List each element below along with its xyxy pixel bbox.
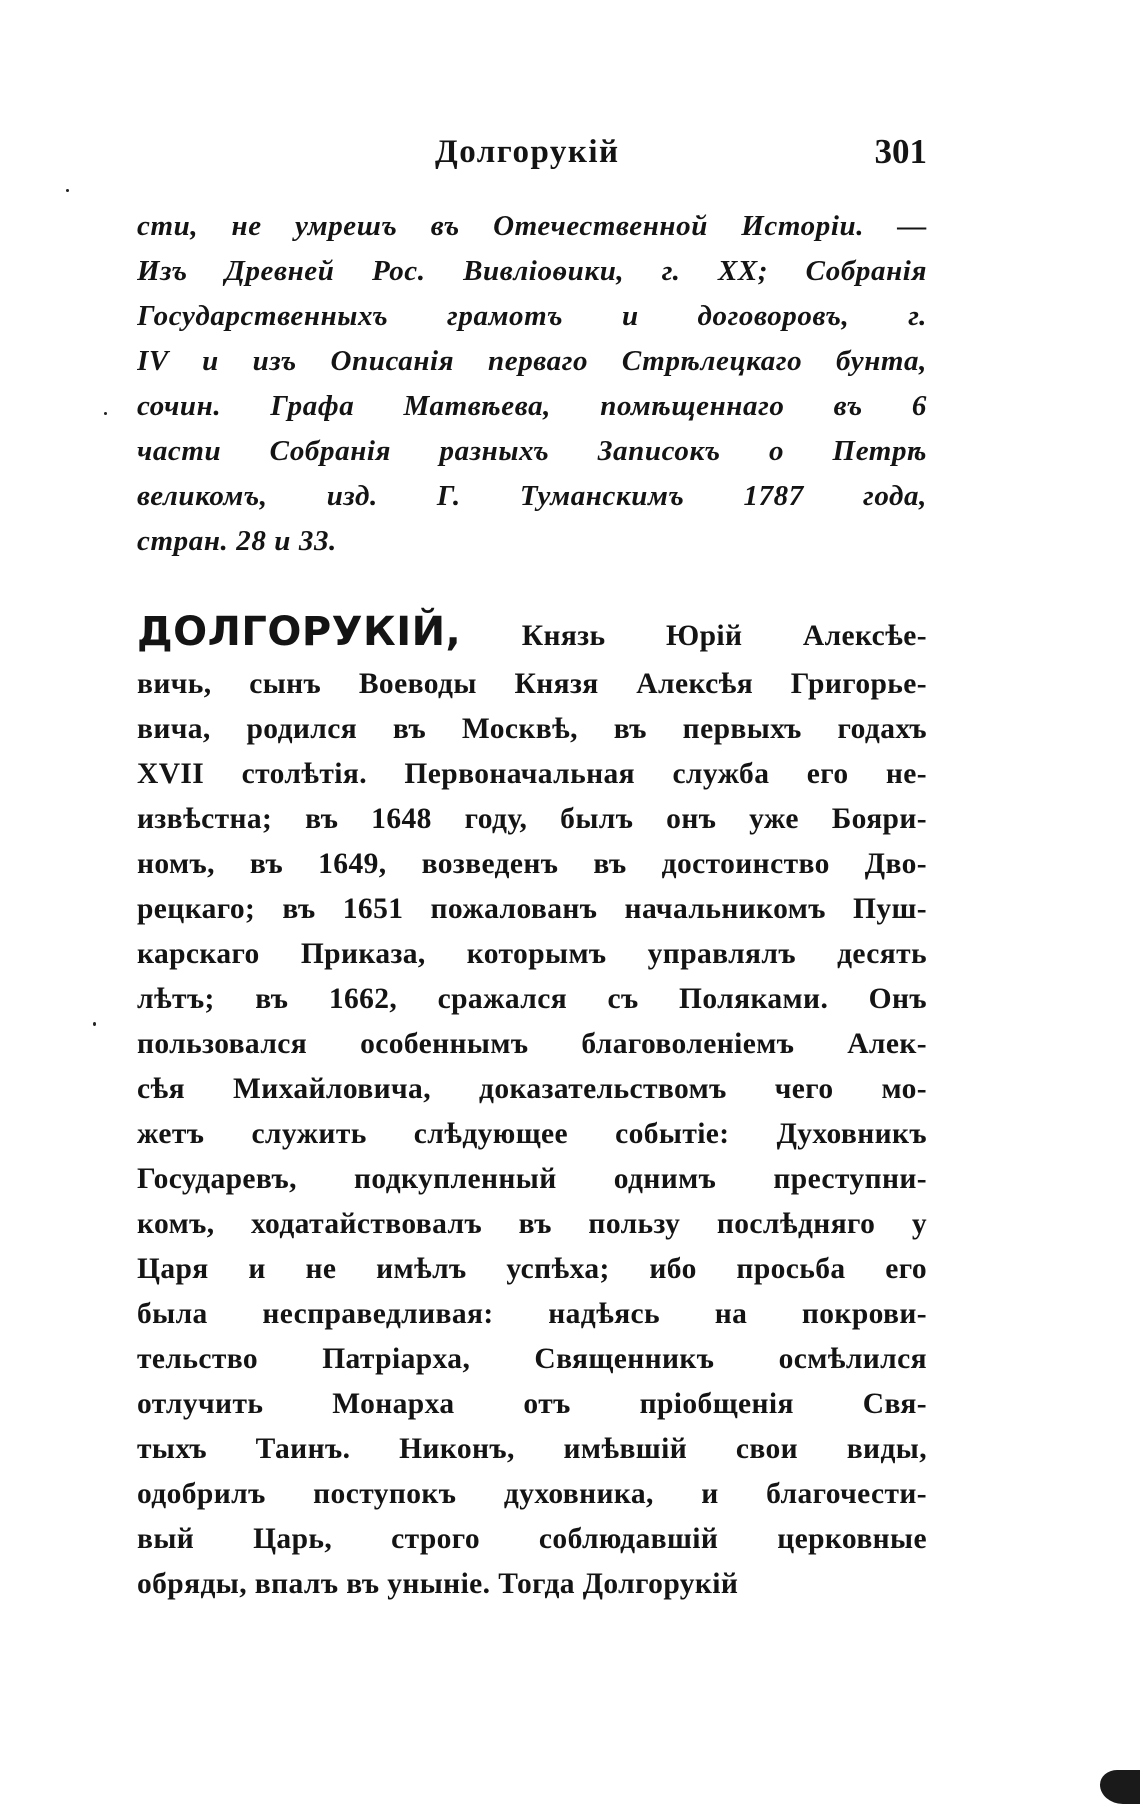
text-line: вичь, сынъ Воеводы Князя Алексѣя Григорье-: [137, 668, 927, 700]
text-line: тельство Патріарха, Священникъ осмѣлился: [137, 1343, 927, 1375]
text-line: Изъ Древней Рос. Вивліоѳики, г. XX; Собранія: [137, 255, 927, 287]
text-line: вича, родился въ Москвѣ, въ первыхъ годахъ: [137, 713, 927, 745]
text-line: извѣстна; въ 1648 году, былъ онъ уже Бояри-: [137, 803, 927, 835]
text-line: комъ, ходатайствовалъ въ пользу послѣдняго у: [137, 1208, 927, 1240]
scan-speck: [104, 412, 107, 415]
page-number: 301: [874, 132, 927, 171]
text-line: была несправедливая: надѣясь на покрови-: [137, 1298, 927, 1330]
text-line: Государственныхъ грамотъ и договоровъ, г.: [137, 300, 927, 332]
text-line: отлучить Монарха отъ пріобщенія Свя-: [137, 1388, 927, 1420]
text-line: лѣтъ; въ 1662, сражался съ Поляками. Онъ: [137, 983, 927, 1015]
running-title: Долгорукій: [435, 134, 620, 170]
text-line: части Собранія разныхъ Записокъ о Петрѣ: [137, 435, 927, 467]
biography-entry: [137, 602, 927, 1607]
text-line: одобрилъ поступокъ духовника, и благочести-: [137, 1478, 927, 1510]
previous-entry-continuation: [137, 204, 927, 564]
text-line: жетъ служить слѣдующее событіе: Духовникъ: [137, 1118, 927, 1150]
text-line: сти, не умрешъ въ Отечественной Исторіи. —: [137, 210, 927, 242]
text-line: великомъ, изд. Г. Туманскимъ 1787 года,: [137, 480, 927, 512]
text-line: Государевъ, подкупленный однимъ преступни-: [137, 1163, 927, 1195]
text-line: Царя и не имѣлъ успѣха; ибо просьба его: [137, 1253, 927, 1285]
scan-speck: [93, 1022, 96, 1026]
entry-headword: ДОЛГОРУКІЙ,: [137, 609, 462, 655]
text-line: тыхъ Таинъ. Никонъ, имѣвшій свои виды,: [137, 1433, 927, 1465]
text-line: сѣя Михайловича, доказательствомъ чего мо-: [137, 1073, 927, 1105]
text-line: карскаго Приказа, которымъ управлялъ десять: [137, 938, 927, 970]
text-line: обряды, впалъ въ уныніе. Тогда Долгорукій: [137, 1568, 739, 1600]
text-line: сочин. Графа Матвѣева, помѣщеннаго въ 6: [137, 390, 927, 422]
scan-speck: [66, 189, 69, 192]
text-line: XVII столѣтія. Первоначальная служба его не-: [137, 758, 927, 790]
text-line: рецкаго; въ 1651 пожалованъ начальникомъ Пуш-: [137, 893, 927, 925]
entry-first-line-text: Князь Юрій Алексѣе-: [521, 620, 927, 652]
entry-first-line: [137, 602, 927, 662]
running-head: [137, 128, 927, 178]
text-line: пользовался особеннымъ благоволеніемъ Алек-: [137, 1028, 927, 1060]
text-line: вый Царь, строго соблюдавшій церковные: [137, 1523, 927, 1555]
text-line: номъ, въ 1649, возведенъ въ достоинство Дво-: [137, 848, 927, 880]
text-line: стран. 28 и 33.: [137, 525, 337, 557]
text-line: IV и изъ Описанія перваго Стрѣлецкаго бунта,: [137, 345, 927, 377]
scan-edge-mark: [1100, 1770, 1140, 1804]
